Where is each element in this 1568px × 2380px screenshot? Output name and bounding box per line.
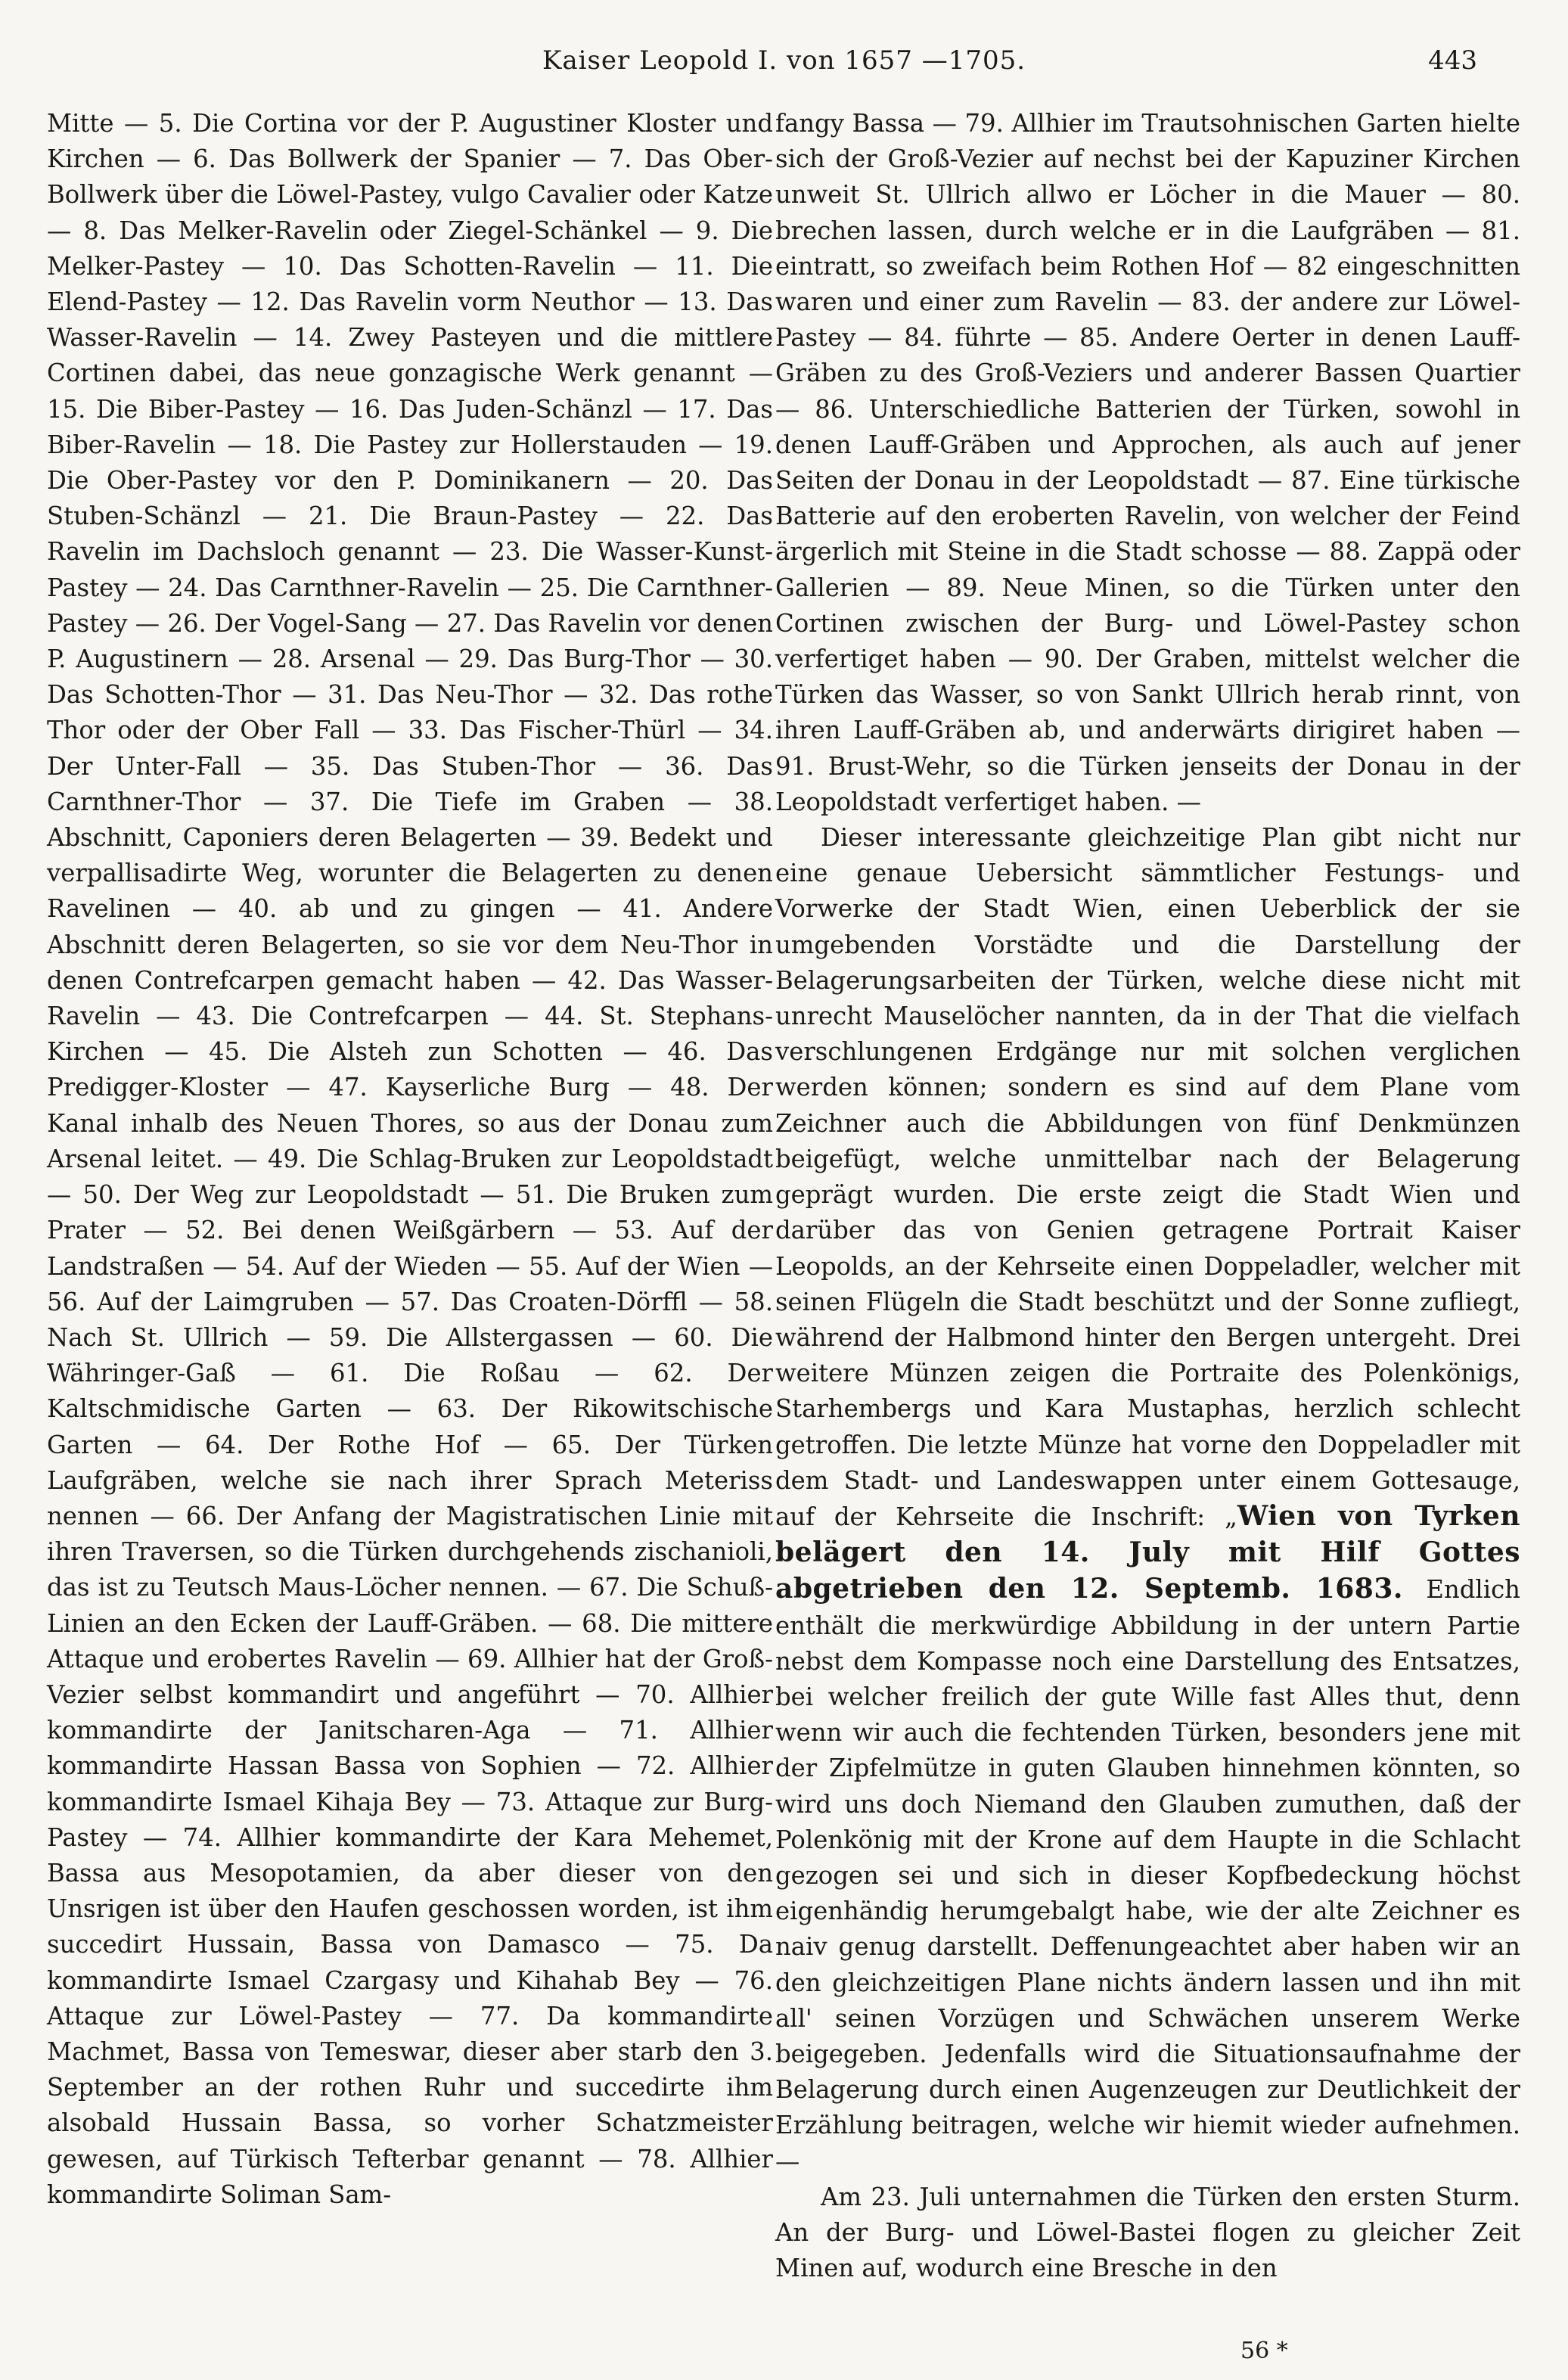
right-column-paragraph-1: fangy Bassa — 79. Allhier im Trautsohnischen Garten hielte sich der Groß-Vezier auf nechst bei der Kapuziner Kirchen unweit St. Ullrich allwo er Löcher in die Mauer — 80. brechen lassen, durch welche er in die Laufgräben — 81. eintratt, so zweifach beim Rothen Hof — 82 eingeschnitten waren und einer zum Ravelin — 83. der andere zur Löwel-Pastey — 84. führte — 85. Andere Oerter in denen Lauff-Gräben zu des Groß-Veziers und anderer Bassen Quartier — 86. Unterschiedliche Batterien der Türken, sowohl in denen Lauff-Gräben und Approchen, als auch auf jener Seiten der Donau in der Leopoldstadt — 87. Eine türkische Batterie auf den eroberten Ravelin, von welcher der Feind ärgerlich mit Steine in die Stadt schosse — 88. Zappä oder Gallerien — 89. Neue Minen, so die Türken unter den Cortinen zwischen der Burg- und Löwel-Pastey schon verfertiget haben — 90. Der Graben, mittelst welcher die Türken das Wasser, so von Sankt Ullrich herab rinnt, von ihren Lauff-Gräben ab, und anderwärts dirigiret haben — 91. Brust-Wehr, so die Türken jenseits der Donau in der Leopoldstadt verfertiget haben. —: [775, 109, 1520, 816]
right-column: [775, 106, 1520, 2286]
page-number: 443: [1428, 45, 1477, 76]
running-title: Kaiser Leopold I. von 1657 —1705.: [542, 45, 1026, 76]
left-column: [47, 106, 773, 2213]
paragraph-2-intro: Dieser interessante gleichzeitige Plan gibt nicht nur eine genaue Uebersicht sämmtlicher Festungs- und Vorwerke der Stadt Wien, einen Ueberblick der sie umgebenden Vorstädte und die Darstellung der Belagerungsarbeiten der Türken, welche diese nicht mit unrecht Mauselöcher nannten, da in der That die vielfach verschlungenen Erdgänge nur mit solchen verglichen werden können; sondern es sind auf dem Plane vom Zeichner auch die Abbildungen von fünf Denkmünzen beigefügt, welche unmittelbar nach der Belagerung geprägt wurden. Die erste zeigt die Stadt Wien und darüber das von Genien getragene Portrait Kaiser Leopolds, an der Kehrseite einen Doppeladler, welcher mit seinen Flügeln die Stadt beschützt und der Sonne zufliegt, während der Halbmond hinter den Bergen untergeht. Drei weitere Münzen zeigen die Portraite des Polenkönigs, Starhembergs und Kara Mustaphas, herzlich schlecht getroffen. Die letzte Münze hat vorne den Doppeladler mit dem Stadt- und Landeswappen unter einem Gottesauge, auf der Kehrseite die Inschrift: „: [775, 823, 1520, 1531]
right-column-paragraph-3: Am 23. Juli unternahmen die Türken den ersten Sturm. An der Burg- und Löwel-Bastei flogen zu gleicher Zeit Minen auf, wodurch eine Bresche in den: [775, 2182, 1520, 2283]
right-column-paragraph-2: [775, 820, 1520, 2180]
coin-inscription: Wien von Tyrken belägert den 14. July mit Hilf Gottes abgetrieben den 12. Septemb. 1683.: [775, 1499, 1520, 1605]
paragraph-2-continuation: Endlich enthält die merkwürdige Abbildung in der untern Partie nebst dem Kompasse noch eine Darstellung des Entsatzes, bei welcher freilich der gute Wille fast Alles thut, denn wenn wir auch die fechtenden Türken, besonders jene mit der Zipfelmütze in guten Glauben hinnehmen könnten, so wird uns doch Niemand den Glauben zumuthen, daß der Polenkönig mit der Krone auf dem Haupte in die Schlacht gezogen sei und sich in dieser Kopfbedeckung höchst eigenhändig herumgebalgt habe, wie der alte Zeichner es naiv genug darstellt. Deffenungeachtet aber haben wir an den gleichzeitigen Plane nichts ändern lassen und ihn mit all' seinen Vorzügen und Schwächen unserem Werke beigegeben. Jedenfalls wird die Situationsaufnahme der Belagerung durch einen Augenzeugen zur Deutlichkeit der Erzählung beitragen, welche wir hiemit wieder aufnehmen. —: [775, 1575, 1520, 2176]
page-header: [0, 45, 1568, 83]
printer-signature: 56 *: [1240, 2338, 1288, 2364]
left-column-paragraph: Mitte — 5. Die Cortina vor der P. Augustiner Kloster und Kirchen — 6. Das Bollwerk der Spanier — 7. Das Ober-Bollwerk über die Löwel-Pastey, vulgo Cavalier oder Katze — 8. Das Melker-Ravelin oder Ziegel-Schänkel — 9. Die Melker-Pastey — 10. Das Schotten-Ravelin — 11. Die Elend-Pastey — 12. Das Ravelin vorm Neuthor — 13. Das Wasser-Ravelin — 14. Zwey Pasteyen und die mittlere Cortinen dabei, das neue gonzagische Werk genannt — 15. Die Biber-Pastey — 16. Das Juden-Schänzl — 17. Das Biber-Ravelin — 18. Die Pastey zur Hollerstauden — 19. Die Ober-Pastey vor den P. Dominikanern — 20. Das Stuben-Schänzl — 21. Die Braun-Pastey — 22. Das Ravelin im Dachsloch genannt — 23. Die Wasser-Kunst-Pastey — 24. Das Carnthner-Ravelin — 25. Die Carnthner-Pastey — 26. Der Vogel-Sang — 27. Das Ravelin vor denen P. Augustinern — 28. Arsenal — 29. Das Burg-Thor — 30. Das Schotten-Thor — 31. Das Neu-Thor — 32. Das rothe Thor oder der Ober Fall — 33. Das Fischer-Thürl — 34. Der Unter-Fall — 35. Das Stuben-Thor — 36. Das Carnthner-Thor — 37. Die Tiefe im Graben — 38. Abschnitt, Caponiers deren Belagerten — 39. Bedekt und verpallisadirte Weg, worunter die Belagerten zu denen Ravelinen — 40. ab und zu gingen — 41. Andere Abschnitt deren Belagerten, so sie vor dem Neu-Thor in denen Contrefcarpen gemacht haben — 42. Das Wasser-Ravelin — 43. Die Contrefcarpen — 44. St. Stephans-Kirchen — 45. Die Alsteh zun Schotten — 46. Das Predigger-Kloster — 47. Kayserliche Burg — 48. Der Kanal inhalb des Neuen Thores, so aus der Donau zum Arsenal leitet. — 49. Die Schlag-Bruken zur Leopoldstadt — 50. Der Weg zur Leopoldstadt — 51. Die Bruken zum Prater — 52. Bei denen Weißgärbern — 53. Auf der Landstraßen — 54. Auf der Wieden — 55. Auf der Wien — 56. Auf der Laimgruben — 57. Das Croaten-Dörffl — 58. Nach St. Ullrich — 59. Die Allstergassen — 60. Die Währinger-Gaß — 61. Die Roßau — 62. Der Kaltschmidische Garten — 63. Der Rikowitschische Garten — 64. Der Rothe Hof — 65. Der Türken Laufgräben, welche sie nach ihrer Sprach Meteriss nennen — 66. Der Anfang der Magistratischen Linie mit ihren Traversen, so die Türken durchgehends zischanioli, das ist zu Teutsch Maus-Löcher nennen. — 67. Die Schuß-Linien an den Ecken der Lauff-Gräben. — 68. Die mittere Attaque und erobertes Ravelin — 69. Allhier hat der Groß-Vezier selbst kommandirt und angeführt — 70. Allhier kommandirte der Janitscharen-Aga — 71. Allhier kommandirte Hassan Bassa von Sophien — 72. Allhier kommandirte Ismael Kihaja Bey — 73. Attaque zur Burg-Pastey — 74. Allhier kommandirte der Kara Mehemet, Bassa aus Mesopotamien, da aber dieser von den Unsrigen ist über den Haufen geschossen worden, ist ihm succedirt Hussain, Bassa von Damasco — 75. Da kommandirte Ismael Czargasy und Kihahab Bey — 76. Attaque zur Löwel-Pastey — 77. Da kommandirte Machmet, Bassa von Temeswar, dieser aber starb den 3. September an der rothen Ruhr und succedirte ihm alsobald Hussain Bassa, so vorher Schatzmeister gewesen, auf Türkisch Tefterbar genannt — 78. Allhier kommandirte Soliman Sam-: [47, 109, 773, 2209]
